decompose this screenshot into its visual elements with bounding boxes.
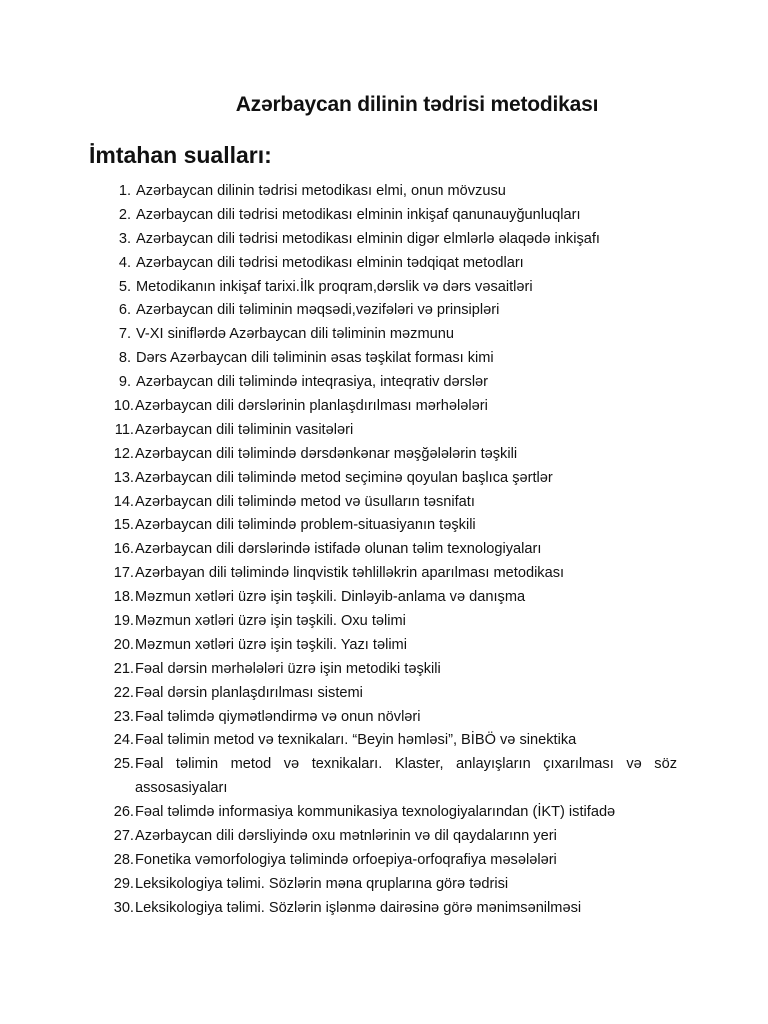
question-text: Fəal təlimdə qiymətləndirmə və onun növləri xyxy=(135,708,421,725)
question-number: 11. xyxy=(114,421,134,438)
question-item xyxy=(0,873,768,897)
question-item xyxy=(0,897,768,921)
question-text: Azərbaycan dili tədrisi metodikası elminin digər elmlərlə əlaqədə inkişafı xyxy=(136,230,600,247)
question-item xyxy=(0,634,768,658)
document-title xyxy=(0,93,768,117)
question-item xyxy=(0,299,768,323)
question-text: Azərbaycan dili tədrisi metodikası elminin inkişaf qanunauyğunluqları xyxy=(136,206,581,223)
question-item xyxy=(0,276,768,300)
question-number: 21. xyxy=(113,660,134,677)
question-number: 20. xyxy=(113,636,134,653)
question-text: Azərbaycan dili təlimində metod seçiminə qoyulan başlıca şərtlər xyxy=(135,469,553,486)
question-text: Azərbaycan dili təliminin məqsədi,vəzifələri və prinsipləri xyxy=(136,302,500,319)
question-number: 13. xyxy=(113,469,134,486)
question-item xyxy=(0,658,768,682)
question-item xyxy=(0,538,768,562)
question-text: Fəal təlimdə informasiya kommunikasiya texnologiyalarından (İKT) istifadə xyxy=(135,804,616,821)
question-text: Azərbaycan dilinin tədrisi metodikası elmi, onun mövzusu xyxy=(136,183,506,199)
question-item xyxy=(0,825,768,849)
question-text: Leksikologiya təlimi. Sözlərin işlənmə dairəsinə görə mənimsənilməsi xyxy=(135,899,582,916)
question-item xyxy=(0,228,768,252)
question-text: Dərs Azərbaycan dili təliminin əsas təşkilat forması kimi xyxy=(136,350,494,367)
question-number: 23. xyxy=(113,708,134,725)
question-item xyxy=(0,419,768,443)
question-text: Azərbaycan dili tədrisi metodikası elminin tədqiqat metodları xyxy=(136,254,524,271)
question-item xyxy=(0,323,768,347)
question-item xyxy=(0,801,768,825)
question-item xyxy=(0,514,768,538)
question-text: Azərbaycan dili təlimində dərsdənkənar məşğələlərin təşkili xyxy=(135,445,518,462)
question-text: Azərbaycan dili dərslərində istifadə olunan təlim texnologiyaları xyxy=(135,541,542,558)
question-number: 16. xyxy=(113,541,134,558)
question-number: 7. xyxy=(118,326,131,343)
question-item xyxy=(0,395,768,419)
question-number: 19. xyxy=(113,613,134,630)
question-text: Fəal təlimin metod və texnikaları. Klaster, anlayışların çıxarılması və söz assosasiyaları xyxy=(135,756,677,797)
question-text: V-XI siniflərdə Azərbaycan dili təliminin məzmunu xyxy=(136,326,454,343)
question-item xyxy=(0,849,768,873)
question-item xyxy=(0,443,768,467)
question-number: 5. xyxy=(118,278,131,295)
question-number: 29. xyxy=(113,875,134,892)
question-text: Fəal dərsin mərhələləri üzrə işin metodiki təşkili xyxy=(135,660,441,677)
question-number: 30. xyxy=(113,899,134,916)
question-number: 18. xyxy=(113,589,134,606)
question-item xyxy=(0,204,768,228)
question-number: 10. xyxy=(113,398,134,415)
question-text: Fonetika vəmorfologiya təlimində orfoepiya-orfoqrafiya məsələləri xyxy=(135,851,557,868)
question-text: Metodikanın inkişaf tarixi.İlk proqram,dərslik və dərs vəsaitləri xyxy=(136,278,533,295)
question-item xyxy=(0,491,768,515)
question-text: Leksikologiya təlimi. Sözlərin məna qruplarına görə tədrisi xyxy=(135,875,509,892)
question-number: 3. xyxy=(118,230,131,247)
question-item xyxy=(0,371,768,395)
question-item xyxy=(0,753,768,801)
question-number: 17. xyxy=(113,565,134,582)
question-number: 1. xyxy=(118,183,131,199)
question-text: Məzmun xətləri üzrə işin təşkili. Yazı təlimi xyxy=(135,636,407,653)
question-item xyxy=(0,467,768,491)
question-number: 4. xyxy=(118,254,131,271)
question-number: 15. xyxy=(113,517,134,534)
question-number: 14. xyxy=(113,493,134,510)
question-text: Məzmun xətləri üzrə işin təşkili. Oxu təlimi xyxy=(135,613,406,630)
question-number: 2. xyxy=(118,206,131,223)
question-text: Məzmun xətləri üzrə işin təşkili. Dinləyib-anlama və danışma xyxy=(135,589,526,606)
question-item xyxy=(0,562,768,586)
question-number: 24. xyxy=(113,732,134,749)
question-item xyxy=(0,682,768,706)
question-list xyxy=(0,180,768,921)
question-text: Azərbaycan dili təliminin vasitələri xyxy=(135,421,354,438)
question-number: 6. xyxy=(118,302,131,319)
question-number: 8. xyxy=(118,350,131,367)
question-number: 27. xyxy=(113,828,134,845)
question-number: 26. xyxy=(113,804,134,821)
question-number: 25. xyxy=(113,756,134,773)
question-item xyxy=(0,586,768,610)
document-title-text: Azərbaycan dilinin tədrisi metodikası xyxy=(235,93,599,116)
question-number: 22. xyxy=(113,684,134,701)
question-item xyxy=(0,347,768,371)
question-text: Azərbaycan dili təlimində problem-situasiyanın təşkili xyxy=(135,517,476,534)
question-item xyxy=(0,180,768,204)
question-text: Azərbaycan dili dərsliyində oxu mətnlərinin və dil qaydalarınn yeri xyxy=(135,828,557,845)
question-text: Azərbaycan dili təlimində inteqrasiya, inteqrativ dərslər xyxy=(136,374,489,391)
question-number: 28. xyxy=(113,851,134,868)
question-item xyxy=(0,706,768,730)
question-item xyxy=(0,729,768,753)
question-text: Fəal təlimin metod və texnikaları. “Beyin həmləsi”, BİBÖ və sinektika xyxy=(135,732,577,749)
question-text: Azərbaycan dili dərslərinin planlaşdırılması mərhələləri xyxy=(135,398,488,415)
question-number: 12. xyxy=(113,445,134,462)
document-subtitle: İmtahan sualları: xyxy=(89,142,272,168)
question-item xyxy=(0,252,768,276)
question-text: Fəal dərsin planlaşdırılması sistemi xyxy=(135,684,363,701)
question-text: Azərbaycan dili təlimində metod və üsulların təsnifatı xyxy=(135,493,475,510)
question-item xyxy=(0,610,768,634)
question-number: 9. xyxy=(118,374,131,391)
question-text: Azərbayan dili təlimində linqvistik təhlilləkrin aparılması metodikası xyxy=(135,565,565,582)
